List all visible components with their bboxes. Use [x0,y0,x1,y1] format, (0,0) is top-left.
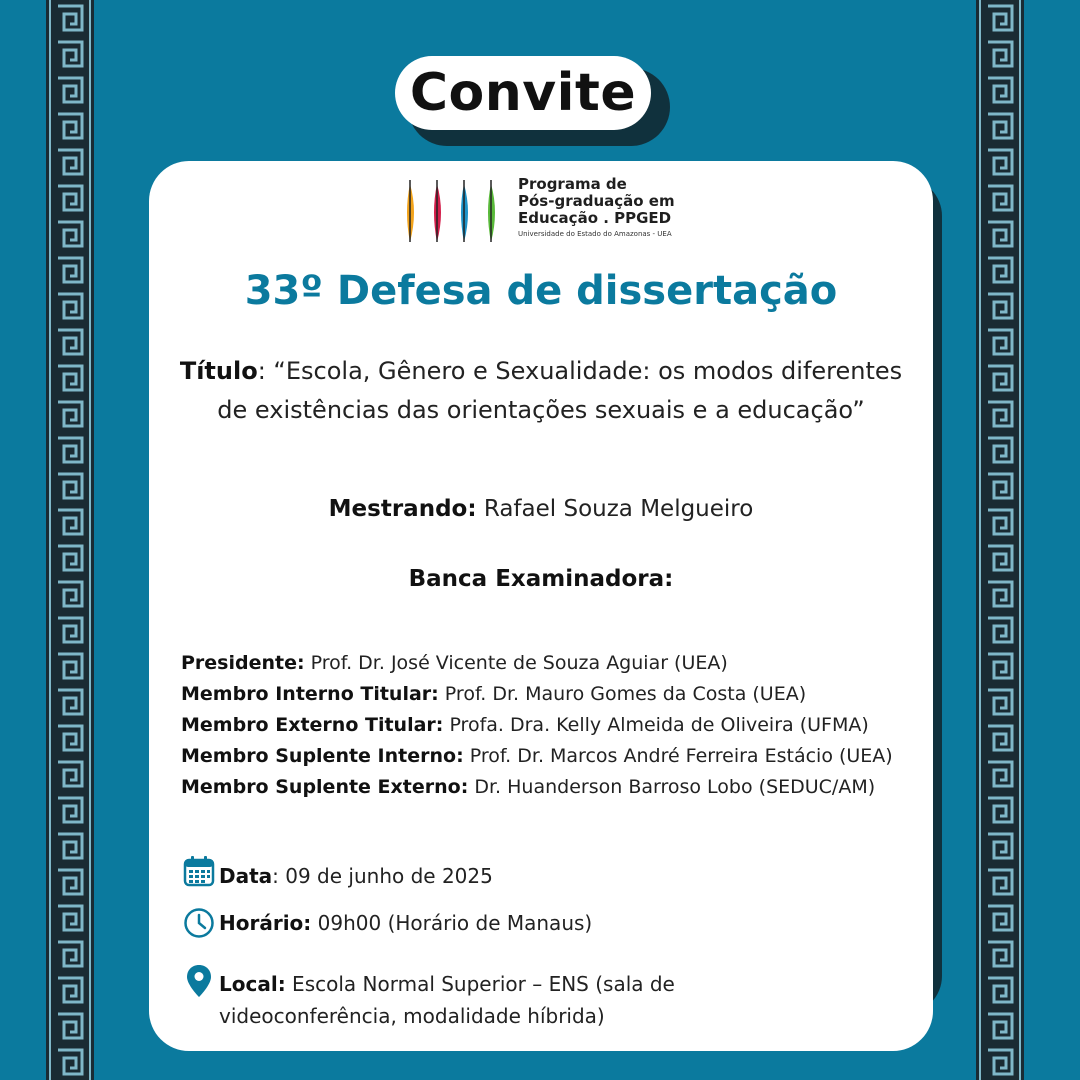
logo-text [518,176,675,238]
location-pin-icon [186,964,212,1003]
banca-title: Banca Examinadora: [408,566,674,592]
date-text [219,860,859,892]
location-value: Escola Normal Superior – ENS (sala de videoconferência, modalidade híbrida) [219,972,675,1028]
logo-line3: Educação . PPGED [518,209,672,227]
members-list [181,648,931,803]
member-row [181,648,931,679]
page-title: 33º Defesa de dissertação [244,268,838,314]
mestrando-name: Rafael Souza Melgueiro [483,496,754,522]
member-role: Presidente: [181,652,305,674]
convite-badge [395,56,651,130]
left-greek-key-border [46,0,94,1080]
member-row [181,679,931,710]
dissertation-title [170,352,912,430]
member-name: Prof. Dr. José Vicente de Souza Aguiar (UEA) [310,652,728,674]
right-greek-key-border [976,0,1024,1080]
titulo-separator: : [257,357,274,385]
badge-label: Convite [409,63,637,123]
titulo-label: Título [179,357,258,385]
date-label: Data [219,864,273,888]
member-name: Prof. Dr. Mauro Gomes da Costa (UEA) [444,683,807,705]
calendar-icon [183,855,215,892]
logo-line1: Programa de [518,175,627,193]
member-row [181,741,931,772]
member-name: Prof. Dr. Marcos André Ferreira Estácio (UEA) [469,745,893,767]
logo-line2: Pós-graduação em [518,192,675,210]
time-label: Horário: [219,911,312,935]
titulo-text: “Escola, Gênero e Sexualidade: os modos diferentes de existências das orientações sexuais e a educação” [217,357,903,424]
location-label: Local: [219,972,286,996]
member-role: Membro Suplente Externo: [181,776,469,798]
member-row [181,710,931,741]
member-row [181,772,931,803]
date-value: : 09 de junho de 2025 [272,864,493,888]
mestrando-label: Mestrando: [328,496,477,522]
member-role: Membro Suplente Interno: [181,745,464,767]
mestrando-line [149,496,933,522]
location-text [219,968,859,1032]
time-text [219,907,859,939]
member-name: Profa. Dra. Kelly Almeida de Oliveira (UFMA) [449,714,869,736]
logo-line4: Universidade do Estado do Amazonas - UEA [518,230,672,238]
time-value: 09h00 (Horário de Manaus) [311,911,593,935]
ppged-logo [400,176,690,246]
clock-icon [183,907,215,944]
feathers-logo-icon [400,176,510,246]
member-role: Membro Externo Titular: [181,714,444,736]
member-name: Dr. Huanderson Barroso Lobo (SEDUC/AM) [474,776,876,798]
member-role: Membro Interno Titular: [181,683,439,705]
